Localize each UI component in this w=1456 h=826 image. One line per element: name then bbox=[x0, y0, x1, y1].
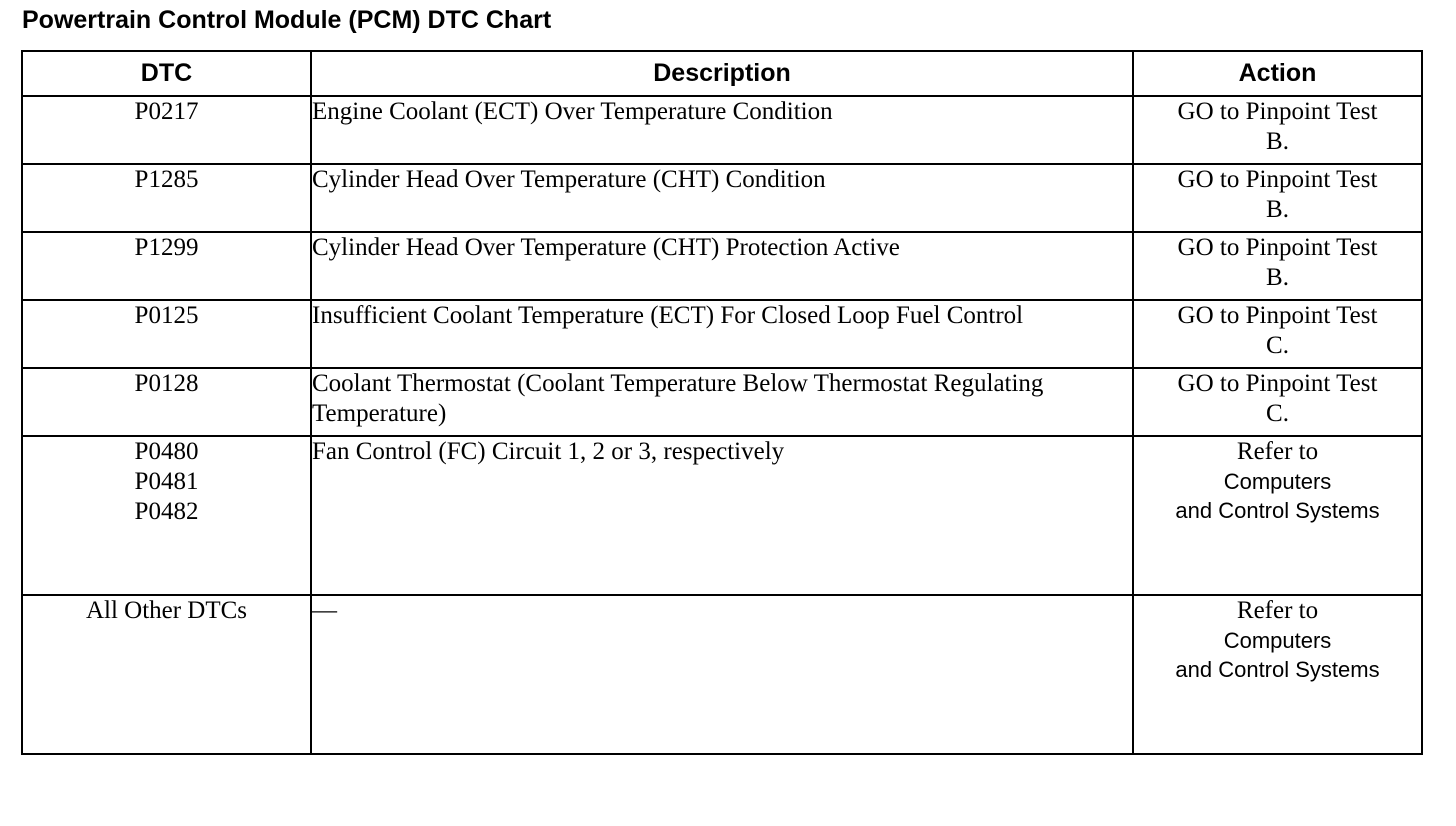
page-title: Powertrain Control Module (PCM) DTC Chart bbox=[22, 6, 552, 34]
dtc-code: P0482 bbox=[134, 498, 199, 525]
action-reference: and Control Systems bbox=[1175, 498, 1380, 523]
action-reference: and Control Systems bbox=[1175, 657, 1380, 682]
dtc-code-cell bbox=[22, 96, 311, 164]
dtc-code-cell bbox=[22, 595, 311, 754]
table-row bbox=[22, 232, 1422, 300]
action-text: GO to Pinpoint Test bbox=[1177, 370, 1378, 397]
dtc-code-cell bbox=[22, 368, 311, 436]
table-row bbox=[22, 368, 1422, 436]
action-text: GO to Pinpoint Test bbox=[1177, 234, 1378, 261]
description-cell: Fan Control (FC) Circuit 1, 2 or 3, respectively bbox=[311, 436, 1133, 595]
action-text: Refer to bbox=[1236, 438, 1319, 465]
action-reference: Computers bbox=[1223, 628, 1332, 653]
description-cell: Insufficient Coolant Temperature (ECT) For Closed Loop Fuel Control bbox=[311, 300, 1133, 368]
action-test-letter: C. bbox=[1266, 400, 1289, 427]
description-cell: Engine Coolant (ECT) Over Temperature Condition bbox=[311, 96, 1133, 164]
description-cell: — bbox=[311, 595, 1133, 754]
dtc-table bbox=[21, 50, 1423, 755]
dtc-code: P0480 bbox=[134, 438, 199, 465]
description-cell: Cylinder Head Over Temperature (CHT) Protection Active bbox=[311, 232, 1133, 300]
table-row bbox=[22, 436, 1422, 595]
action-text: Refer to bbox=[1236, 597, 1319, 624]
action-cell bbox=[1133, 368, 1422, 436]
column-header-dtc: DTC bbox=[22, 51, 311, 96]
dtc-code: P0481 bbox=[134, 468, 199, 495]
dtc-code-cell bbox=[22, 232, 311, 300]
dtc-code: P0125 bbox=[134, 302, 199, 329]
action-test-letter: B. bbox=[1266, 196, 1289, 223]
table-row bbox=[22, 164, 1422, 232]
action-test-letter: C. bbox=[1266, 332, 1289, 359]
dtc-code-cell bbox=[22, 164, 311, 232]
action-cell bbox=[1133, 300, 1422, 368]
dtc-code: P0128 bbox=[134, 370, 199, 397]
action-cell bbox=[1133, 595, 1422, 754]
action-cell bbox=[1133, 232, 1422, 300]
table-row bbox=[22, 300, 1422, 368]
table-row bbox=[22, 96, 1422, 164]
action-text: GO to Pinpoint Test bbox=[1177, 302, 1378, 329]
action-test-letter: B. bbox=[1266, 128, 1289, 155]
dtc-code-cell bbox=[22, 436, 311, 595]
action-text: GO to Pinpoint Test bbox=[1177, 98, 1378, 125]
column-header-action: Action bbox=[1133, 51, 1422, 96]
table-row bbox=[22, 595, 1422, 754]
description-cell: Coolant Thermostat (Coolant Temperature Below Thermostat Regulating Temperature) bbox=[311, 368, 1133, 436]
column-header-description: Description bbox=[311, 51, 1133, 96]
dtc-code: P1299 bbox=[134, 234, 199, 261]
dtc-code: All Other DTCs bbox=[85, 597, 248, 624]
dtc-code: P0217 bbox=[134, 98, 199, 125]
action-cell bbox=[1133, 96, 1422, 164]
dtc-code-cell bbox=[22, 300, 311, 368]
table-header-row bbox=[22, 51, 1422, 96]
action-cell bbox=[1133, 164, 1422, 232]
action-reference: Computers bbox=[1223, 469, 1332, 494]
description-cell: Cylinder Head Over Temperature (CHT) Condition bbox=[311, 164, 1133, 232]
action-cell bbox=[1133, 436, 1422, 595]
action-text: GO to Pinpoint Test bbox=[1177, 166, 1378, 193]
dtc-code: P1285 bbox=[134, 166, 199, 193]
action-test-letter: B. bbox=[1266, 264, 1289, 291]
